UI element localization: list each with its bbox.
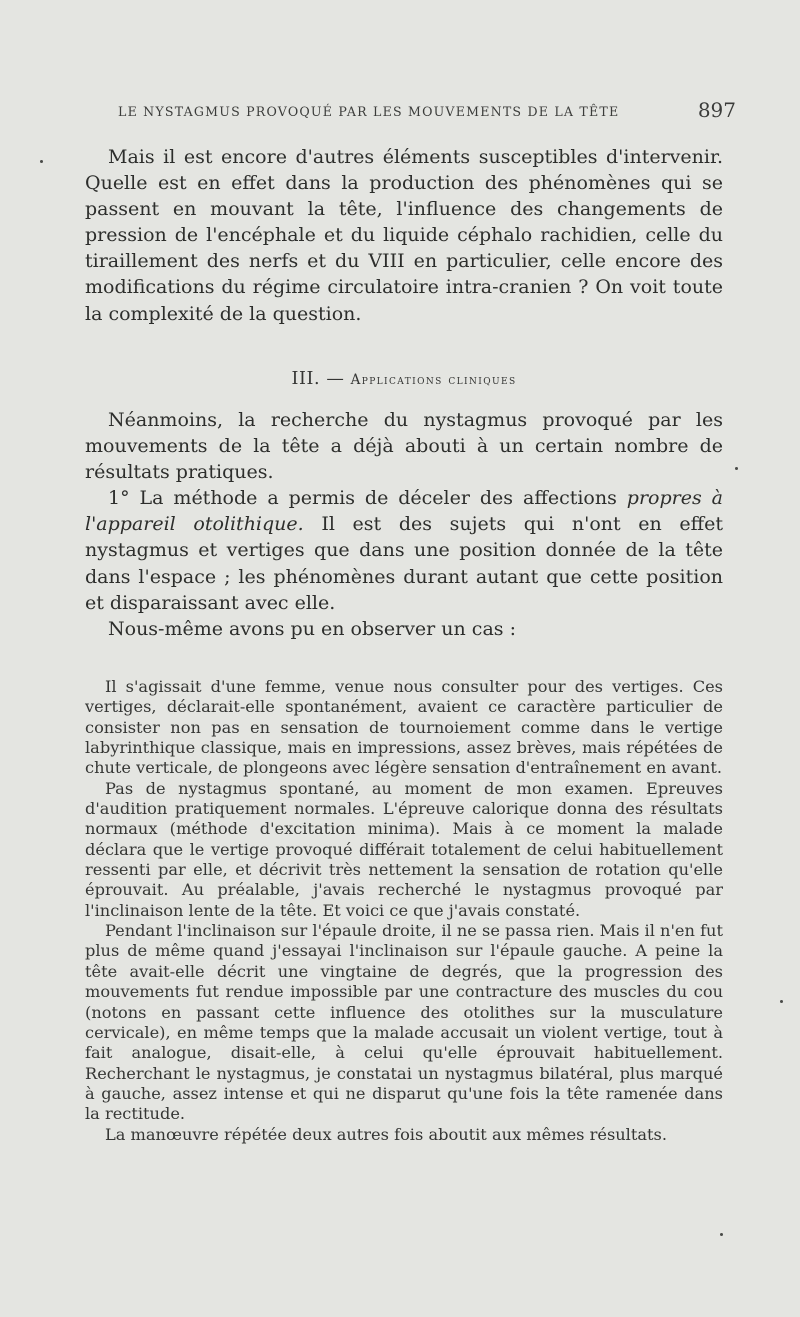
case-paragraph [85, 1125, 723, 1145]
section-number: III. [291, 369, 321, 389]
case-text: Il s'agissait d'une femme, venue nous consulter pour des vertiges. Ces vertiges, déclarait-elle spontanément, avaient ce caractère particulier de consister non pas en sensation de tournoiement comme dans le vertige labyrinthique classique, mais en impressions, assez brèves, mais répétées de chute verticale, de plongeons avec légère sensation d'entraînement en avant. [85, 677, 723, 778]
paragraph-text: Mais il est encore d'autres éléments susceptibles d'intervenir. Quelle est en effet dans la production des phénomènes qui se passent en mouvant la tête, l'influence des changements de pression de l'encéphale et du liquide céphalo rachidien, celle du tiraillement des nerfs et du VIII en particulier, celle encore des modifications du régime circulatoire intra-cranien ? On voit toute la complexité de la question. [85, 146, 723, 325]
section-title: Applications cliniques [350, 372, 517, 388]
paragraph-rest: Il est des sujets qui n'ont en effet nystagmus et vertiges que dans une position donnée de la tête dans l'espace ; les phénomènes durant autant que cette position et disparaissant avec elle. [85, 513, 723, 614]
main-text [85, 407, 723, 642]
running-title: LE NYSTAGMUS PROVOQUÉ PAR LES MOUVEMENTS DE LA TÊTE [118, 104, 620, 119]
case-text: Pendant l'inclinaison sur l'épaule droite, il ne se passa rien. Mais il n'en fut plus de même quand j'essayai l'inclinaison sur l'épaule gauche. A peine la tête avait-elle décrit une vingtaine de degrés, que la progression des mouvements fut rendue impossible par une contracture des muscles du cou (notons en passant cette influence des otolithes sur la musculature cervicale), en même temps que la malade accusait un violent vertige, tout à fait analogue, disait-elle, à celui qu'elle éprouvait habituellement. Recherchant le nystagmus, je constatai un nystagmus bilatéral, plus marqué à gauche, assez intense et qui ne disparut qu'une fois la tête ramenée dans la rectitude. [85, 921, 723, 1124]
paragraph-observation [85, 616, 723, 642]
section-heading [85, 369, 723, 389]
paper-speck [735, 467, 738, 470]
paragraph-lead: 1° La méthode a permis de déceler des affections [108, 487, 627, 510]
paper-speck [40, 160, 43, 163]
paragraph-text: Nous-même avons pu en observer un cas : [108, 617, 516, 640]
case-paragraph [85, 779, 723, 921]
paragraph-neanmoins [85, 407, 723, 485]
case-text: La manœuvre répétée deux autres fois aboutit aux mêmes résultats. [105, 1124, 667, 1144]
page-number: 897 [697, 98, 736, 122]
paper-speck [780, 1000, 783, 1003]
case-paragraph [85, 921, 723, 1124]
case-paragraph [85, 677, 723, 779]
case-text: Pas de nystagmus spontané, au moment de mon examen. Epreuves d'audition pratiquement normales. L'épreuve calorique donna des résultats normaux (méthode d'excitation minima). Mais à ce moment la malade déclara que le vertige provoqué différait totalement de celui habituellement ressenti par elle, et décrivit très nettement la sensation de rotation qu'elle éprouvait. Au préalable, j'avais recherché le nystagmus provoqué par l'inclinaison lente de la tête. Et voici ce que j'avais constaté. [85, 778, 723, 920]
paragraph-numbered-1 [85, 485, 723, 615]
paper-speck [720, 1233, 723, 1236]
italic-phrase: propres à l'appareil otolithique. [85, 487, 723, 536]
paragraph-intro [85, 144, 723, 327]
section-dash: — [326, 369, 345, 389]
paragraph-text: Néanmoins, la recherche du nystagmus provoqué par les mouvements de la tête a déjà abouti à un certain nombre de résultats pratiques. [85, 409, 723, 484]
case-report [85, 677, 723, 1145]
